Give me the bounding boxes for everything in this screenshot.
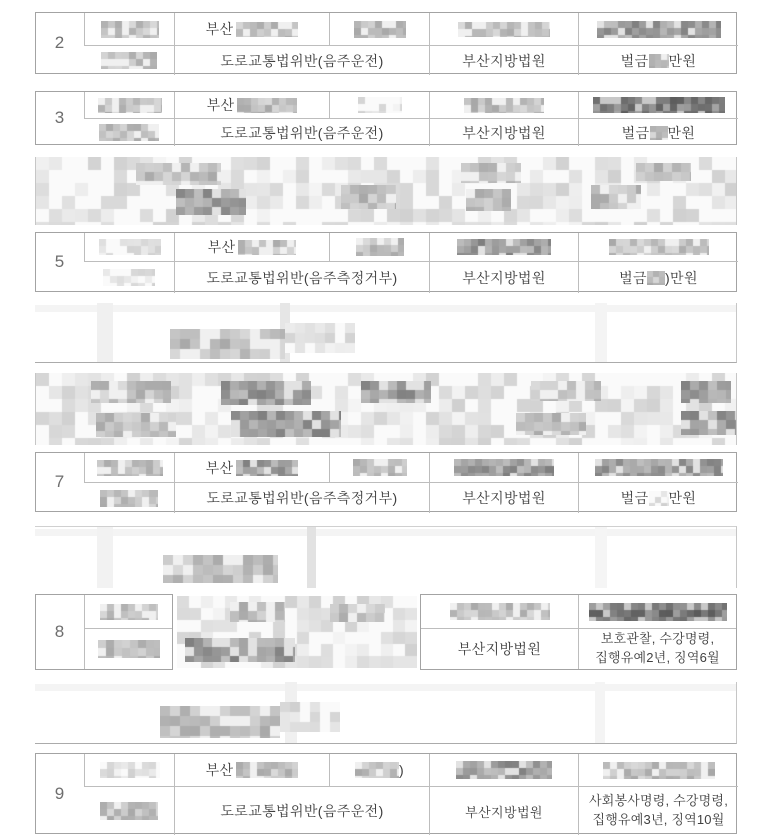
date-redacted-patch xyxy=(354,21,406,38)
row-number: 8 xyxy=(54,622,66,641)
redacted-patch xyxy=(176,189,246,215)
redacted-patch xyxy=(231,411,341,437)
court-label: 부산지방법원 xyxy=(457,641,542,657)
name-cell xyxy=(84,754,174,786)
name-redacted-patch xyxy=(97,460,163,476)
name-cell xyxy=(84,13,174,45)
court-name-cell xyxy=(174,92,329,118)
redacted-patch xyxy=(170,329,285,359)
fine-suffix-label: )만원 xyxy=(664,269,698,286)
name-redacted-patch xyxy=(99,124,159,141)
name-cell xyxy=(84,453,174,482)
fine-prefix-label: 벌금 xyxy=(620,52,649,69)
date-redacted-patch xyxy=(358,97,402,113)
sentence-text: 사회봉사명령, 수강명령, 집행유예3년, 징역10월 xyxy=(588,793,728,827)
court-name-redacted-patch xyxy=(236,762,298,778)
fine-suffix-label: 만원 xyxy=(668,490,697,506)
case-date-redacted-patch xyxy=(454,459,554,476)
name-cell xyxy=(84,92,174,118)
court-name-cell xyxy=(174,13,329,45)
case-date-cell xyxy=(429,92,578,118)
row-number: 9 xyxy=(54,783,66,803)
ghost-column-band xyxy=(97,527,113,588)
redacted-patch xyxy=(681,411,736,435)
court-label: 부산지방법원 xyxy=(462,52,546,69)
case-date-redacted-patch xyxy=(450,603,550,620)
right-box xyxy=(420,594,737,670)
case-date-redacted-patch xyxy=(464,98,544,113)
name-redacted-patch xyxy=(98,98,162,113)
date-redacted-patch xyxy=(356,238,404,256)
court-name-cell xyxy=(174,754,329,786)
record-row-5 xyxy=(35,232,737,292)
redacted-patch xyxy=(91,381,171,403)
record-row-9 xyxy=(35,753,737,834)
faded-row-block xyxy=(35,303,737,363)
case-number-cell xyxy=(578,453,738,482)
redacted-patch xyxy=(361,381,431,403)
ghost-column-band xyxy=(595,303,607,362)
case-date-redacted-patch xyxy=(457,239,551,255)
redacted-patch xyxy=(221,381,311,405)
redacted-patch xyxy=(591,185,641,209)
court-name-cell xyxy=(174,233,329,261)
name-redacted-patch xyxy=(100,490,158,507)
case-number-redacted-patch xyxy=(603,762,715,779)
case-number-cell xyxy=(578,13,738,45)
sentence-cell xyxy=(578,786,738,835)
scan-wash xyxy=(35,529,736,536)
name-cell-2 xyxy=(84,261,174,293)
redacted-row-block xyxy=(35,157,737,225)
name-cell-2 xyxy=(84,118,174,146)
fine-cell xyxy=(578,118,738,146)
court-name-redacted-patch xyxy=(237,98,297,113)
record-row-3 xyxy=(35,91,737,145)
redacted-patch xyxy=(280,702,340,732)
court-name-cell xyxy=(174,453,329,482)
sentence-text: 보호관찰, 수강명령, 집행유예2년, 징역6월 xyxy=(595,631,720,665)
date-cell xyxy=(329,92,429,118)
court-cell xyxy=(429,45,578,75)
court-cell xyxy=(429,482,578,513)
court-city-prefix: 부산 xyxy=(206,97,235,113)
fine-amount-redacted-patch xyxy=(650,126,668,140)
charge-cell xyxy=(174,45,429,75)
fine-cell xyxy=(578,45,738,75)
redacted-patch xyxy=(160,706,280,738)
case-date-redacted-patch xyxy=(456,761,552,779)
name-cell-2 xyxy=(84,482,174,513)
redacted-patch xyxy=(531,381,601,401)
court-city-prefix: 부산 xyxy=(205,459,234,476)
case-number-cell xyxy=(578,595,736,628)
scan-wash xyxy=(35,684,736,691)
name-cell-2 xyxy=(84,45,174,75)
court-city-prefix: 부산 xyxy=(205,21,234,37)
fine-prefix-label: 벌금 xyxy=(620,490,649,506)
court-name-redacted-patch xyxy=(236,22,298,37)
fine-amount-redacted-patch xyxy=(647,271,665,285)
court-name-redacted-patch xyxy=(238,240,296,255)
date-cell xyxy=(329,13,429,45)
name-cell xyxy=(84,233,174,261)
fine-amount-redacted-patch xyxy=(649,491,669,506)
fine-prefix-label: 벌금 xyxy=(621,124,650,141)
name-redacted-patch xyxy=(101,52,157,69)
court-label: 부산지방법원 xyxy=(465,804,543,820)
ghost-column-band xyxy=(595,682,605,743)
ghost-column-band xyxy=(595,527,607,588)
court-cell xyxy=(429,261,578,293)
faded-row-block xyxy=(35,526,737,588)
charge-label: 도로교통법위반(음주측정거부) xyxy=(206,269,398,286)
case-number-redacted-patch xyxy=(589,603,727,621)
case-number-redacted-patch xyxy=(609,239,709,255)
row-number: 2 xyxy=(54,33,66,52)
redacted-patch xyxy=(681,381,731,403)
court-label: 부산지방법원 xyxy=(462,490,546,506)
case-number-redacted-patch xyxy=(593,97,725,113)
date-redacted-patch xyxy=(355,762,399,778)
redacted-patch xyxy=(136,163,221,185)
date-cell xyxy=(329,233,429,261)
court-city-prefix: 부산 xyxy=(207,239,236,255)
charge-cell xyxy=(174,482,429,513)
case-number-cell xyxy=(578,92,738,118)
case-number-cell xyxy=(578,233,738,261)
case-date-cell xyxy=(421,595,578,628)
case-number-redacted-patch xyxy=(595,459,723,476)
date-cell xyxy=(329,754,429,786)
name-redacted-patch xyxy=(100,604,158,620)
name-cell-2 xyxy=(84,628,172,669)
record-row-8 xyxy=(35,594,737,670)
name-redacted-patch xyxy=(98,640,160,658)
record-row-2 xyxy=(35,12,737,74)
redacted-patch xyxy=(636,163,691,181)
charge-label: 도로교통법위반(음주운전) xyxy=(220,803,384,819)
case-date-cell xyxy=(429,453,578,482)
name-redacted-patch xyxy=(101,21,159,38)
charge-label: 도로교통법위반(음주운전) xyxy=(220,124,384,141)
redacted-row-block xyxy=(35,373,737,445)
case-number-cell xyxy=(578,754,738,786)
faded-row-block xyxy=(35,682,737,744)
redacted-patch xyxy=(330,604,385,622)
fine-prefix-label: 벌금 xyxy=(619,269,647,286)
court-label: 부산지방법원 xyxy=(462,269,546,286)
redacted-patch xyxy=(185,638,295,662)
name-redacted-patch xyxy=(103,269,155,286)
charge-cell xyxy=(174,261,429,293)
record-row-7 xyxy=(35,452,737,512)
fine-cell xyxy=(578,482,738,513)
case-date-cell xyxy=(429,754,578,786)
charge-cell xyxy=(174,786,429,835)
name-redacted-patch xyxy=(100,802,158,820)
case-number-redacted-patch xyxy=(597,21,721,38)
court-city-prefix: 부산 xyxy=(205,762,234,778)
charge-cell xyxy=(174,118,429,146)
date-paren: ) xyxy=(398,762,405,778)
ghost-column-band xyxy=(97,303,113,362)
redacted-patch xyxy=(230,602,285,622)
redacted-patch xyxy=(341,185,396,209)
date-cell xyxy=(329,453,429,482)
redacted-patch xyxy=(466,189,511,211)
court-cell xyxy=(429,786,578,835)
name-redacted-patch xyxy=(99,239,161,255)
case-date-cell xyxy=(429,233,578,261)
case-date-redacted-patch xyxy=(458,22,550,37)
case-date-cell xyxy=(429,13,578,45)
row-number: 7 xyxy=(54,472,66,491)
row-number: 5 xyxy=(54,252,66,271)
court-cell xyxy=(421,628,578,669)
redacted-patch xyxy=(285,323,355,353)
date-redacted-patch xyxy=(353,459,407,476)
scan-wash xyxy=(35,305,736,312)
redacted-patch xyxy=(163,555,278,583)
court-name-redacted-patch xyxy=(236,460,298,476)
redacted-patch xyxy=(516,413,586,435)
court-cell xyxy=(429,118,578,146)
name-cell-2 xyxy=(84,786,174,835)
redacted-patch xyxy=(461,163,521,183)
charge-label: 도로교통법위반(음주측정거부) xyxy=(206,490,398,506)
name-cell xyxy=(84,595,172,628)
fine-suffix-label: 만원 xyxy=(667,124,696,141)
court-label: 부산지방법원 xyxy=(462,124,546,141)
left-box xyxy=(35,594,173,670)
fine-cell xyxy=(578,261,738,293)
fine-amount-redacted-patch xyxy=(649,54,669,68)
redacted-patch xyxy=(96,413,176,437)
row-number: 3 xyxy=(54,108,66,127)
charge-label: 도로교통법위반(음주운전) xyxy=(220,52,384,69)
name-redacted-patch xyxy=(100,762,160,778)
fine-suffix-label: 만원 xyxy=(668,52,697,69)
ghost-column-band xyxy=(307,527,316,588)
sentence-cell xyxy=(578,628,736,669)
